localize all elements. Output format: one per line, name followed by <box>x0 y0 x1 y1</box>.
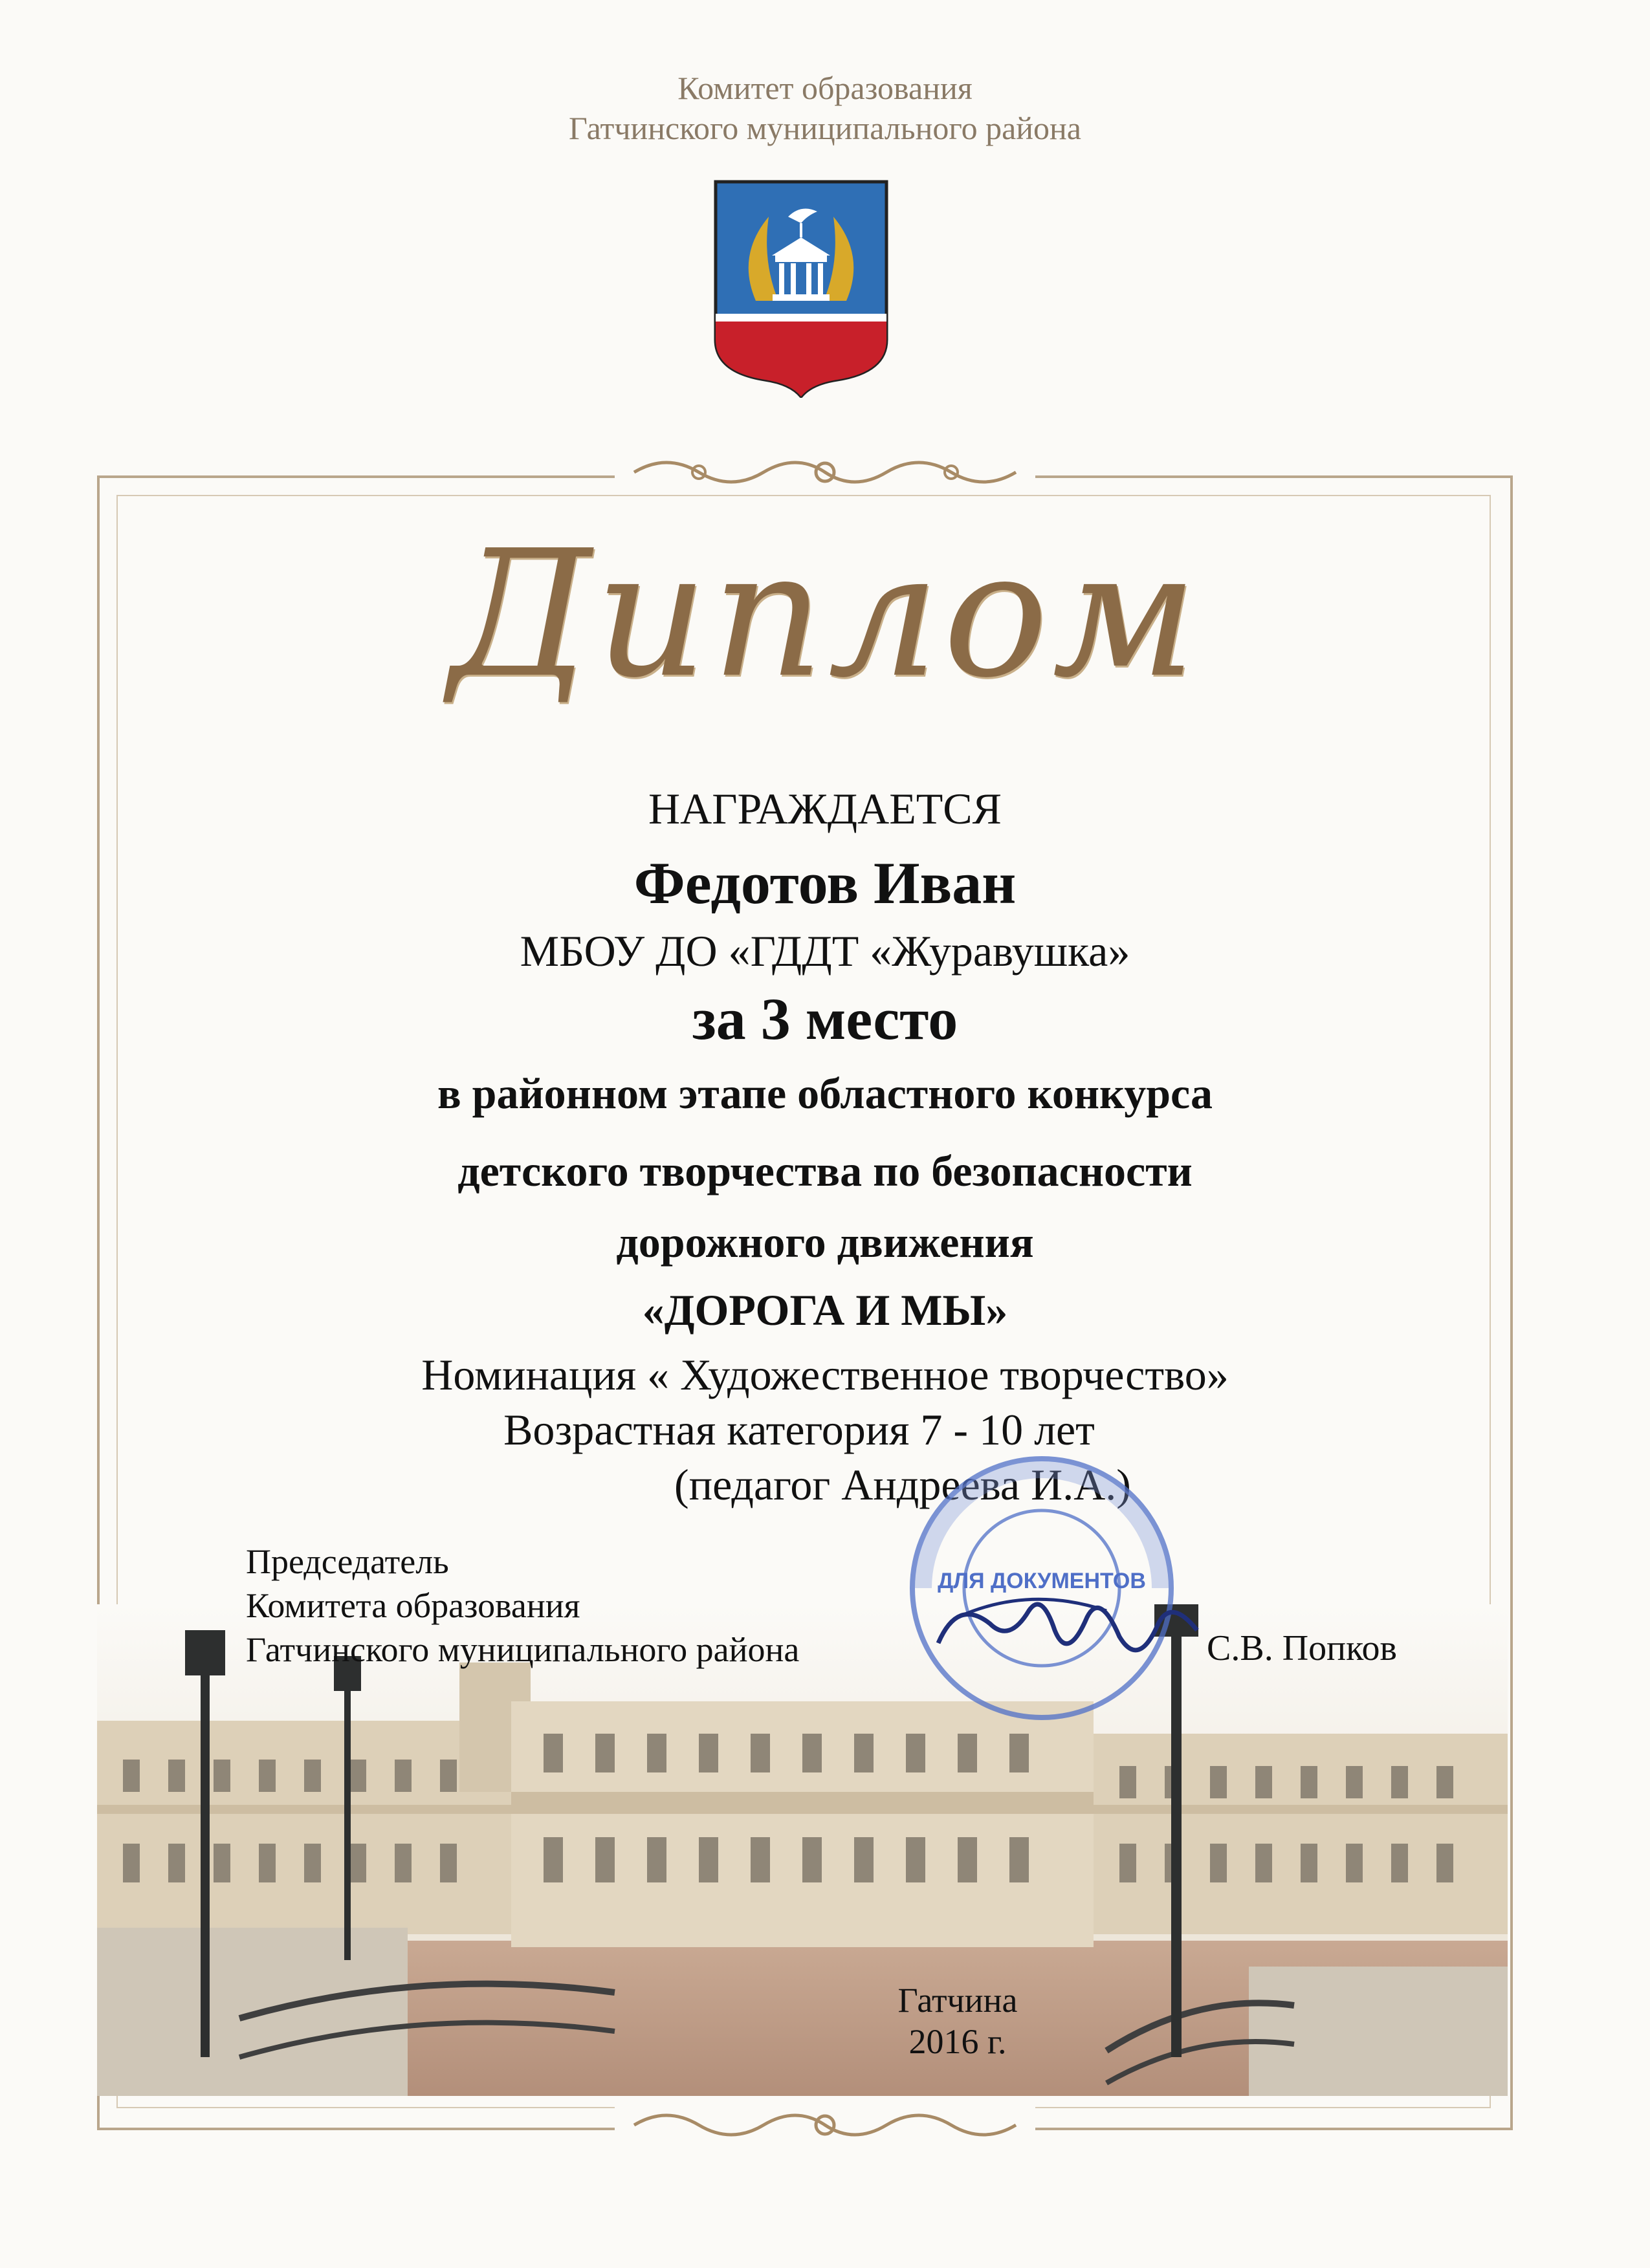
signature-title-line-2: Комитета образования <box>246 1586 580 1625</box>
city-label: Гатчина <box>897 1981 1018 2020</box>
signature-title-line-1: Председатель <box>246 1542 449 1581</box>
awarded-label: НАГРАЖДАЕТСЯ <box>648 784 1002 833</box>
age-category-line: Возрастная категория 7 - 10 лет <box>503 1405 1095 1454</box>
issuer-line-2: Гатчинского муниципального района <box>568 110 1082 146</box>
contest-line-3: дорожного движения <box>616 1217 1034 1267</box>
handwritten-signature-icon <box>932 1572 1204 1675</box>
signer-name: С.В. Попков <box>1207 1628 1397 1668</box>
gatchina-coat-of-arms-icon <box>710 178 892 398</box>
bottom-ornament-icon <box>615 2102 1035 2148</box>
recipient-name: Федотов Иван <box>633 850 1017 916</box>
signature-block <box>246 1540 799 1672</box>
diploma-title: Диплом <box>449 512 1201 716</box>
top-ornament-icon <box>615 450 1035 495</box>
place-and-date <box>776 1979 1139 2062</box>
contest-line-2: детского творчества по безопасности <box>457 1146 1193 1195</box>
contest-line-1: в районном этапе областного конкурса <box>437 1069 1213 1118</box>
place-line: за 3 место <box>692 986 958 1052</box>
stamp-text: ДЛЯ ДОКУМЕНТОВ <box>938 1569 1146 1593</box>
year-label: 2016 г. <box>908 2022 1007 2061</box>
nomination-line: Номинация « Художественное творчество» <box>421 1350 1229 1399</box>
teacher-line: (педагог Андреева И.А.) <box>674 1460 1131 1509</box>
issuer-line-1: Комитет образования <box>677 70 973 106</box>
contest-name: «ДОРОГА И МЫ» <box>642 1285 1008 1335</box>
organization-name: МБОУ ДО «ГДДТ «Журавушка» <box>520 926 1130 976</box>
signature-title-line-3: Гатчинского муниципального района <box>246 1630 800 1669</box>
issuer-heading <box>0 68 1650 148</box>
